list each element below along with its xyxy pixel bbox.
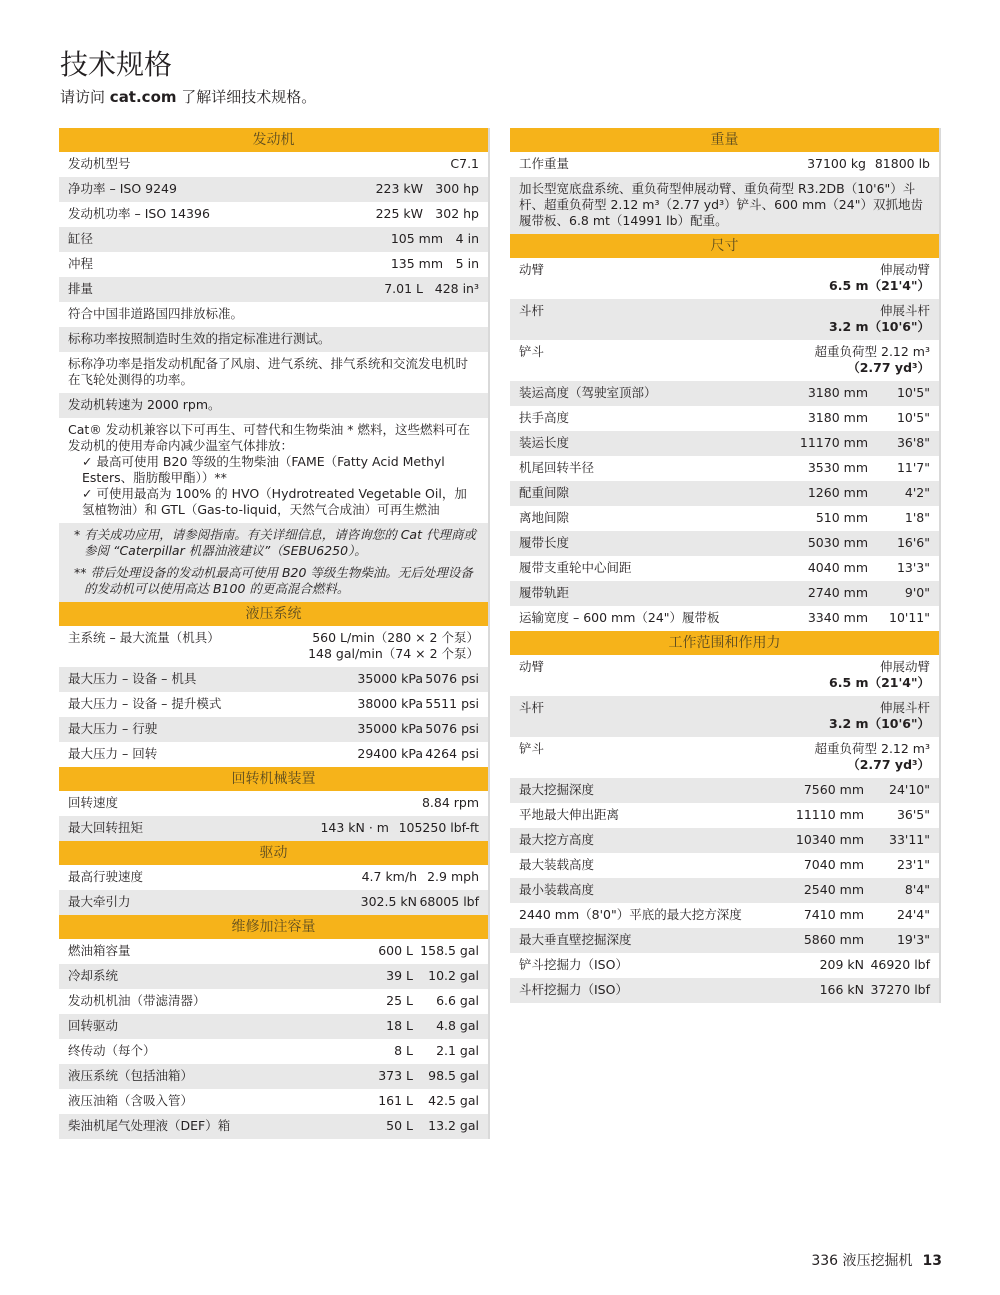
spec-value-metric: 37100 kg (807, 156, 866, 171)
spec-label: 净功率 – ISO 9249 (68, 181, 177, 196)
spec-label: 装运高度（驾驶室顶部） (519, 385, 657, 400)
spec-value-metric: 1260 mm (807, 485, 868, 500)
table-row (510, 737, 941, 778)
spec-label: 履带支重轮中心间距 (519, 560, 632, 575)
spec-value-metric: 2540 mm (803, 882, 864, 897)
subtitle-pre: 请访问 (60, 88, 106, 106)
spec-value-imperial: 4 in (455, 231, 479, 246)
spec-value-metric: 105 mm (390, 231, 443, 246)
table-row (510, 828, 941, 853)
spec-value: C7.1 (450, 156, 479, 171)
spec-value-imperial: 10'11" (889, 610, 930, 625)
spec-value-metric: 143 kN · m (320, 820, 389, 835)
stick-type: 伸展斗杆 (879, 303, 930, 318)
spec-value-metric: 2740 mm (807, 585, 868, 600)
spec-label: 主系统 – 最大流量（机具） (68, 630, 220, 645)
spec-value-metric: 600 L (378, 943, 413, 958)
table-row (59, 964, 490, 989)
page-subtitle (60, 86, 316, 107)
spec-label: 工作重量 (519, 156, 570, 171)
spec-value (308, 630, 479, 662)
spec-value-imperial: 5 in (455, 256, 479, 271)
bucket-capacity: （2.77 yd³） (847, 757, 930, 772)
spec-value (815, 344, 930, 376)
table-row (59, 939, 490, 964)
subtitle-post: 了解详细技术规格。 (181, 88, 317, 106)
spec-label: 机尾回转半径 (519, 460, 595, 475)
spec-label: 铲斗 (519, 741, 545, 756)
spec-value-metric: 11170 mm (799, 435, 868, 450)
table-row (510, 152, 941, 177)
table-row (59, 393, 490, 418)
table-row (510, 655, 941, 696)
table-row (510, 606, 941, 631)
spec-value-metric: 302.5 kN (360, 894, 417, 909)
engine-note: 发动机转速为 2000 rpm。 (68, 397, 221, 412)
spec-value-imperial: 98.5 gal (428, 1068, 479, 1083)
engine-note: 标称功率按照制造时生效的指定标准进行测试。 (68, 331, 331, 346)
table-row (59, 523, 490, 602)
spec-value-imperial: 24'4" (896, 907, 930, 922)
table-row (59, 418, 490, 523)
footnote: * 有关成功应用，请参阅指南。有关详细信息，请咨询您的 Cat 代理商或参阅 “Caterpillar 机器油液建议”（SEBU6250）。 (74, 527, 476, 558)
table-row (510, 696, 941, 737)
table-row (510, 431, 941, 456)
spec-value-metric: 373 L (378, 1068, 413, 1083)
spec-label: 冲程 (68, 256, 94, 271)
table-row (510, 381, 941, 406)
spec-label: 斗杆 (519, 700, 545, 715)
spec-value-metric: 4040 mm (807, 560, 868, 575)
spec-label: 液压油箱（含吸入管） (68, 1093, 194, 1108)
spec-value-imperial: 4264 psi (425, 746, 479, 761)
page-footer (811, 1250, 942, 1270)
table-row (510, 581, 941, 606)
weight-table (510, 152, 941, 234)
table-row (59, 989, 490, 1014)
table-row (59, 352, 490, 393)
spec-value-metric: 7560 mm (803, 782, 864, 797)
spec-value-imperial: 158.5 gal (420, 943, 479, 958)
table-row (510, 506, 941, 531)
spec-label: 最大牵引力 (68, 894, 131, 909)
spec-label: 平地最大伸出距离 (519, 807, 620, 822)
spec-value (829, 262, 930, 294)
table-row (59, 302, 490, 327)
page-title: 技术规格 (60, 48, 173, 81)
spec-value-metric: 5860 mm (803, 932, 864, 947)
footer-model: 336 液压挖掘机 (811, 1253, 913, 1269)
table-row (59, 816, 490, 841)
spec-value-imperial: 300 hp (435, 181, 479, 196)
spec-value-metric: 166 kN (819, 982, 864, 997)
spec-value-imperial: 19'3" (896, 932, 930, 947)
weight-heading: 重量 (510, 128, 941, 152)
spec-value (829, 659, 930, 691)
spec-value-metric: 5030 mm (807, 535, 868, 550)
spec-value-imperial: 10'5" (896, 385, 930, 400)
spec-label: 配重间隙 (519, 485, 570, 500)
working-range-heading: 工作范围和作用力 (510, 631, 941, 655)
table-row (510, 928, 941, 953)
table-row (59, 202, 490, 227)
dimensions-heading: 尺寸 (510, 234, 941, 258)
spec-label: 终传动（每个） (68, 1043, 156, 1058)
swing-table (59, 791, 490, 841)
spec-value-metric: 29400 kPa (357, 746, 423, 761)
engine-table (59, 152, 490, 602)
spec-value-imperial: 23'1" (896, 857, 930, 872)
spec-label: 最高行驶速度 (68, 869, 144, 884)
table-row (510, 481, 941, 506)
drive-table (59, 865, 490, 915)
spec-value-imperial: 5076 psi (425, 671, 479, 686)
spec-label: 发动机功率 – ISO 14396 (68, 206, 210, 221)
left-column (59, 128, 490, 1139)
fuel-item-b20: ✓ 最高可使用 B20 等级的生物柴油（FAME（Fatty Acid Methyl Esters、脂肪酸甲酯））** (82, 454, 445, 485)
table-row (59, 227, 490, 252)
spec-value-imperial: 36'8" (896, 435, 930, 450)
table-row (510, 803, 941, 828)
table-row (510, 531, 941, 556)
spec-value-metric: 3340 mm (807, 610, 868, 625)
spec-value-metric: 35000 kPa (357, 671, 423, 686)
bucket-capacity: （2.77 yd³） (847, 360, 930, 375)
table-row (59, 177, 490, 202)
spec-label: 最小装载高度 (519, 882, 595, 897)
table-row (59, 717, 490, 742)
table-row (59, 742, 490, 767)
spec-value-imperial: 13.2 gal (428, 1118, 479, 1133)
spec-label: 履带轨距 (519, 585, 570, 600)
spec-value-imperial: 9'0" (904, 585, 930, 600)
spec-label: 回转速度 (68, 795, 119, 810)
spec-label: 排量 (68, 281, 94, 296)
table-row (510, 878, 941, 903)
engine-heading: 发动机 (59, 128, 490, 152)
page-number: 13 (922, 1253, 942, 1269)
spec-value-imperial: 1'8" (904, 510, 930, 525)
table-row (59, 791, 490, 816)
engine-note: 标称净功率是指发动机配备了风扇、进气系统、排气系统和交流发电机时在飞轮处测得的功率。 (68, 356, 469, 387)
table-row (510, 978, 941, 1003)
table-row (510, 778, 941, 803)
spec-label: 铲斗 (519, 344, 545, 359)
table-row (59, 1114, 490, 1139)
weight-config-note: 加长型宽底盘系统、重负荷型伸展动臂、重负荷型 R3.2DB（10'6"）斗杆、超重负荷型 2.12 m³（2.77 yd³）铲斗、600 mm（24"）双抓地齿履带板、6.8 mt（14991 lb）配重。 (519, 181, 923, 228)
flow-imperial: 148 gal/min（74 × 2 个泵） (308, 646, 479, 661)
spec-label: 2440 mm（8'0"）平底的最大挖方深度 (519, 907, 742, 922)
spec-value-imperial: 8'4" (904, 882, 930, 897)
fuel-item-hvo: ✓ 可使用最高为 100% 的 HVO（Hydrotreated Vegetable Oil，加氢植物油）和 GTL（Gas-to-liquid，天然气合成油）可再生燃油 (82, 486, 467, 517)
spec-label: 动臂 (519, 262, 545, 277)
right-column (510, 128, 941, 1003)
spec-label: 液压系统（包括油箱） (68, 1068, 194, 1083)
spec-label: 离地间隙 (519, 510, 570, 525)
spec-value-imperial: 11'7" (896, 460, 930, 475)
spec-value-imperial: 5076 psi (425, 721, 479, 736)
spec-value-metric: 50 L (386, 1118, 413, 1133)
table-row (59, 252, 490, 277)
drive-heading: 驱动 (59, 841, 490, 865)
spec-value-metric: 10340 mm (795, 832, 864, 847)
dimensions-table (510, 258, 941, 631)
spec-label: 最大回转扭矩 (68, 820, 144, 835)
spec-value-metric: 35000 kPa (357, 721, 423, 736)
spec-value-imperial: 68005 lbf (419, 894, 479, 909)
spec-label: 最大压力 – 行驶 (68, 721, 158, 736)
spec-value-imperial: 24'10" (889, 782, 930, 797)
boom-length: 6.5 m（21'4"） (829, 278, 930, 293)
table-row (59, 1014, 490, 1039)
spec-value-metric: 3180 mm (807, 385, 868, 400)
spec-label: 装运长度 (519, 435, 570, 450)
spec-value-metric: 209 kN (819, 957, 864, 972)
table-row (510, 177, 941, 234)
table-row (510, 953, 941, 978)
spec-value-imperial: 6.6 gal (436, 993, 479, 1008)
table-row (59, 692, 490, 717)
spec-value-metric: 3530 mm (807, 460, 868, 475)
working-range-table (510, 655, 941, 1003)
cat-link[interactable]: cat.com (109, 88, 177, 106)
service-table (59, 939, 490, 1139)
boom-type: 伸展动臂 (879, 659, 930, 674)
spec-value-imperial: 81800 lb (874, 156, 930, 171)
table-row (59, 626, 490, 667)
spec-value-imperial: 428 in³ (434, 281, 479, 296)
boom-length: 6.5 m（21'4"） (829, 675, 930, 690)
spec-value: 8.84 rpm (421, 795, 479, 810)
spec-value-metric: 7.01 L (384, 281, 423, 296)
swing-heading: 回转机械装置 (59, 767, 490, 791)
spec-value-metric: 7040 mm (803, 857, 864, 872)
spec-value-metric: 4.7 km/h (361, 869, 417, 884)
spec-label: 最大垂直壁挖掘深度 (519, 932, 632, 947)
table-row (510, 340, 941, 381)
spec-value-imperial: 2.9 mph (427, 869, 479, 884)
table-row (510, 456, 941, 481)
spec-label: 最大装载高度 (519, 857, 595, 872)
spec-value-imperial: 4'2" (904, 485, 930, 500)
spec-value-imperial: 33'11" (889, 832, 930, 847)
table-row (59, 865, 490, 890)
spec-label: 最大压力 – 设备 – 机具 (68, 671, 197, 686)
spec-label: 柴油机尾气处理液（DEF）箱 (68, 1118, 231, 1133)
hydraulic-table (59, 626, 490, 767)
spec-value-imperial: 10'5" (896, 410, 930, 425)
table-row (510, 406, 941, 431)
spec-label: 冷却系统 (68, 968, 119, 983)
spec-label: 铲斗挖掘力（ISO） (519, 957, 628, 972)
flow-metric: 560 L/min（280 × 2 个泵） (312, 630, 479, 645)
table-row (59, 1039, 490, 1064)
spec-label: 燃油箱容量 (68, 943, 131, 958)
spec-value-metric: 225 kW (375, 206, 423, 221)
spec-label: 发动机型号 (68, 156, 131, 171)
bucket-type: 超重负荷型 2.12 m³ (814, 344, 930, 359)
spec-value-imperial: 16'6" (896, 535, 930, 550)
spec-value-imperial: 10.2 gal (428, 968, 479, 983)
spec-value-metric: 38000 kPa (357, 696, 423, 711)
spec-value-metric: 39 L (386, 968, 413, 983)
spec-value-metric: 161 L (378, 1093, 413, 1108)
table-row (59, 152, 490, 177)
table-row (510, 903, 941, 928)
spec-value-imperial: 13'3" (896, 560, 930, 575)
table-row (59, 1089, 490, 1114)
spec-value-metric: 11110 mm (795, 807, 864, 822)
stick-length: 3.2 m（10'6"） (829, 716, 930, 731)
spec-value-imperial: 302 hp (435, 206, 479, 221)
engine-note: 符合中国非道路国四排放标准。 (68, 306, 244, 321)
bucket-type: 超重负荷型 2.12 m³ (814, 741, 930, 756)
spec-label: 扶手高度 (519, 410, 570, 425)
footnote: ** 带后处理设备的发动机最高可使用 B20 等级生物柴油。无后处理设备的发动机可以使用高达 B100 的更高混合燃料。 (74, 565, 473, 596)
spec-value-imperial: 5511 psi (425, 696, 479, 711)
boom-type: 伸展动臂 (879, 262, 930, 277)
spec-label: 斗杆挖掘力（ISO） (519, 982, 628, 997)
spec-label: 最大压力 – 回转 (68, 746, 158, 761)
spec-value-metric: 18 L (386, 1018, 413, 1033)
table-row (510, 299, 941, 340)
stick-type: 伸展斗杆 (879, 700, 930, 715)
spec-value-imperial: 37270 lbf (870, 982, 930, 997)
spec-label: 履带长度 (519, 535, 570, 550)
spec-label: 最大挖方高度 (519, 832, 595, 847)
hydraulic-heading: 液压系统 (59, 602, 490, 626)
table-row (59, 1064, 490, 1089)
table-row (510, 258, 941, 299)
fuel-note: Cat® 发动机兼容以下可再生、可替代和生物柴油 * 燃料，这些燃料可在发动机的使用寿命内减少温室气体排放： (68, 422, 470, 453)
spec-value-metric: 3180 mm (807, 410, 868, 425)
spec-value-metric: 223 kW (375, 181, 423, 196)
spec-value-imperial: 105250 lbf-ft (398, 820, 479, 835)
table-row (510, 853, 941, 878)
spec-value-metric: 510 mm (815, 510, 868, 525)
spec-value-metric: 7410 mm (803, 907, 864, 922)
spec-value (829, 700, 930, 732)
spec-value-metric: 25 L (386, 993, 413, 1008)
spec-label: 发动机机油（带滤清器） (68, 993, 206, 1008)
table-row (59, 667, 490, 692)
stick-length: 3.2 m（10'6"） (829, 319, 930, 334)
spec-value-imperial: 2.1 gal (436, 1043, 479, 1058)
spec-value-imperial: 46920 lbf (870, 957, 930, 972)
table-row (59, 890, 490, 915)
spec-value (829, 303, 930, 335)
spec-value-imperial: 4.8 gal (436, 1018, 479, 1033)
spec-label: 缸径 (68, 231, 94, 246)
spec-value-metric: 8 L (394, 1043, 413, 1058)
spec-label: 最大挖掘深度 (519, 782, 595, 797)
table-row (59, 277, 490, 302)
table-row (59, 327, 490, 352)
table-row (510, 556, 941, 581)
spec-value-imperial: 42.5 gal (428, 1093, 479, 1108)
spec-value (815, 741, 930, 773)
spec-value-imperial: 36'5" (896, 807, 930, 822)
service-heading: 维修加注容量 (59, 915, 490, 939)
spec-label: 最大压力 – 设备 – 提升模式 (68, 696, 222, 711)
spec-label: 回转驱动 (68, 1018, 119, 1033)
spec-label: 运输宽度 – 600 mm（24"）履带板 (519, 610, 720, 625)
spec-label: 斗杆 (519, 303, 545, 318)
spec-label: 动臂 (519, 659, 545, 674)
spec-value-metric: 135 mm (390, 256, 443, 271)
